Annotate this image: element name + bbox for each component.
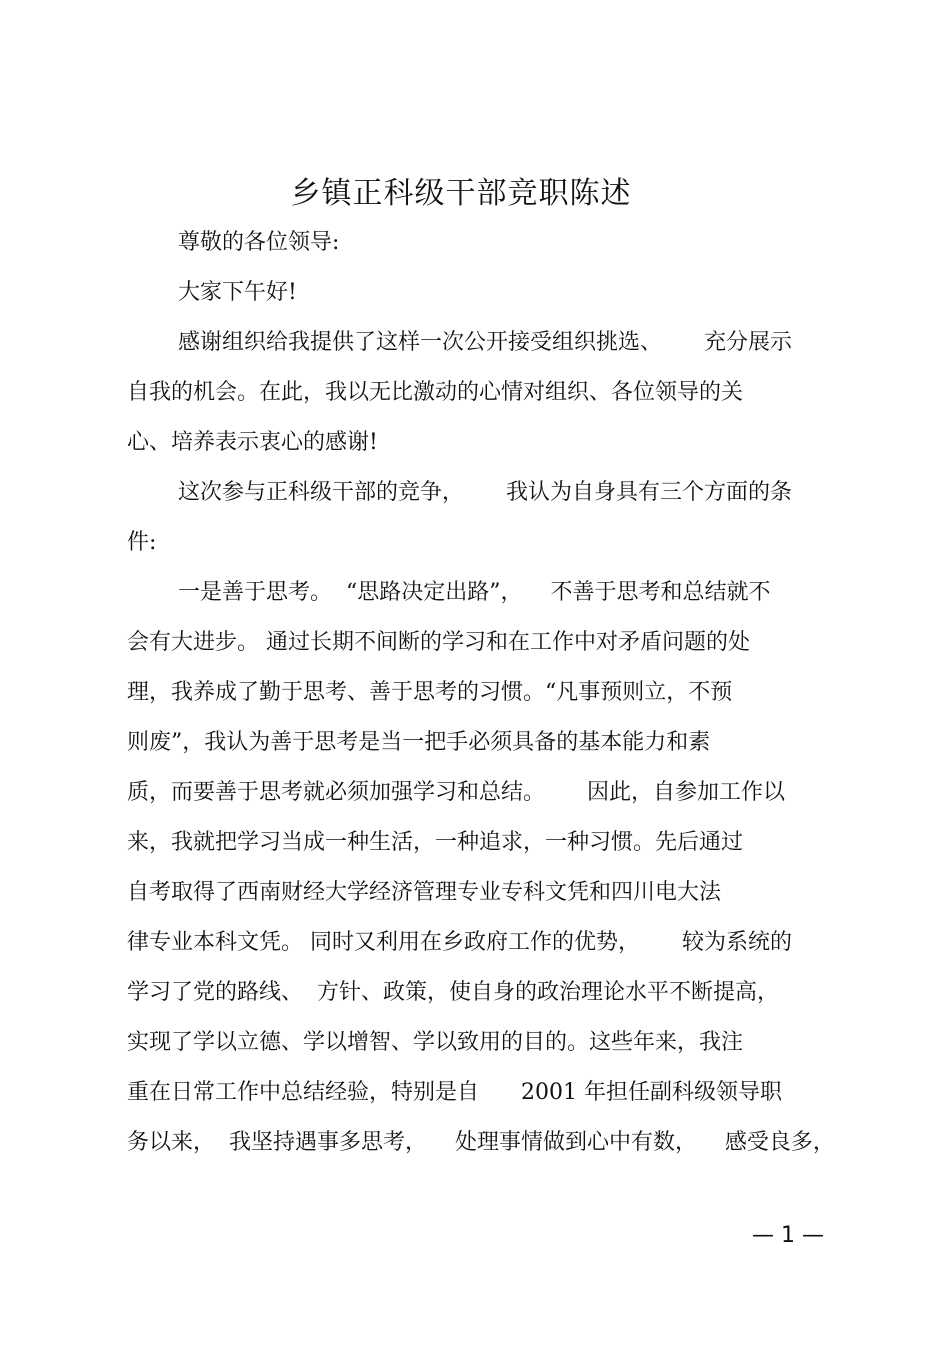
paragraph-line: 这次参与正科级干部的竞争， 我认为自身具有三个方面的条 (178, 480, 792, 505)
salutation-line: 尊敬的各位领导: (178, 230, 340, 255)
paragraph-line: 来，我就把学习当成一种生活，一种追求，一种习惯。先后通过 (127, 830, 744, 855)
paragraph-line: 则废”，我认为善于思考是当一把手必须具备的基本能力和素 (127, 730, 711, 755)
paragraph-line: 理，我养成了勤于思考、善于思考的习惯。“凡事预则立，不预 (127, 680, 733, 705)
paragraph-line: 自考取得了西南财经大学经济管理专业专科文凭和四川电大法 (127, 880, 722, 905)
paragraph-line: 务以来， 我坚持遇事多思考， 处理事情做到心中有数， 感受良多， (127, 1130, 835, 1155)
paragraph-line: 重在日常工作中总结经验，特别是自 2001 年担任副科级领导职 (127, 1080, 782, 1105)
paragraph-line: 学习了党的路线、 方针、政策，使自身的政治理论水平不断提高， (127, 980, 779, 1005)
paragraph-line: 心、培养表示衷心的感谢! (127, 430, 378, 455)
paragraph-line: 一是善于思考。 “思路决定出路”， 不善于思考和总结就不 (178, 580, 771, 605)
page-number: — 1 — (752, 1223, 824, 1248)
paragraph-line: 律专业本科文凭。 同时又利用在乡政府工作的优势， 较为系统的 (127, 930, 792, 955)
paragraph-line: 会有大进步。 通过长期不间断的学习和在工作中对矛盾问题的处 (127, 630, 750, 655)
paragraph-line: 自我的机会。在此，我以无比激动的心情对组织、各位领导的关 (127, 380, 744, 405)
paragraph-line: 感谢组织给我提供了这样一次公开接受组织挑选、 充分展示 (178, 330, 792, 355)
paragraph-line: 质，而要善于思考就必须加强学习和总结。 因此，自参加工作以 (127, 780, 785, 805)
document-title: 乡镇正科级干部竞职陈述 (290, 176, 632, 211)
paragraph-line: 件: (127, 530, 157, 555)
greeting-line: 大家下午好! (178, 280, 297, 305)
paragraph-line: 实现了学以立德、学以增智、学以致用的目的。这些年来，我注 (127, 1030, 744, 1055)
